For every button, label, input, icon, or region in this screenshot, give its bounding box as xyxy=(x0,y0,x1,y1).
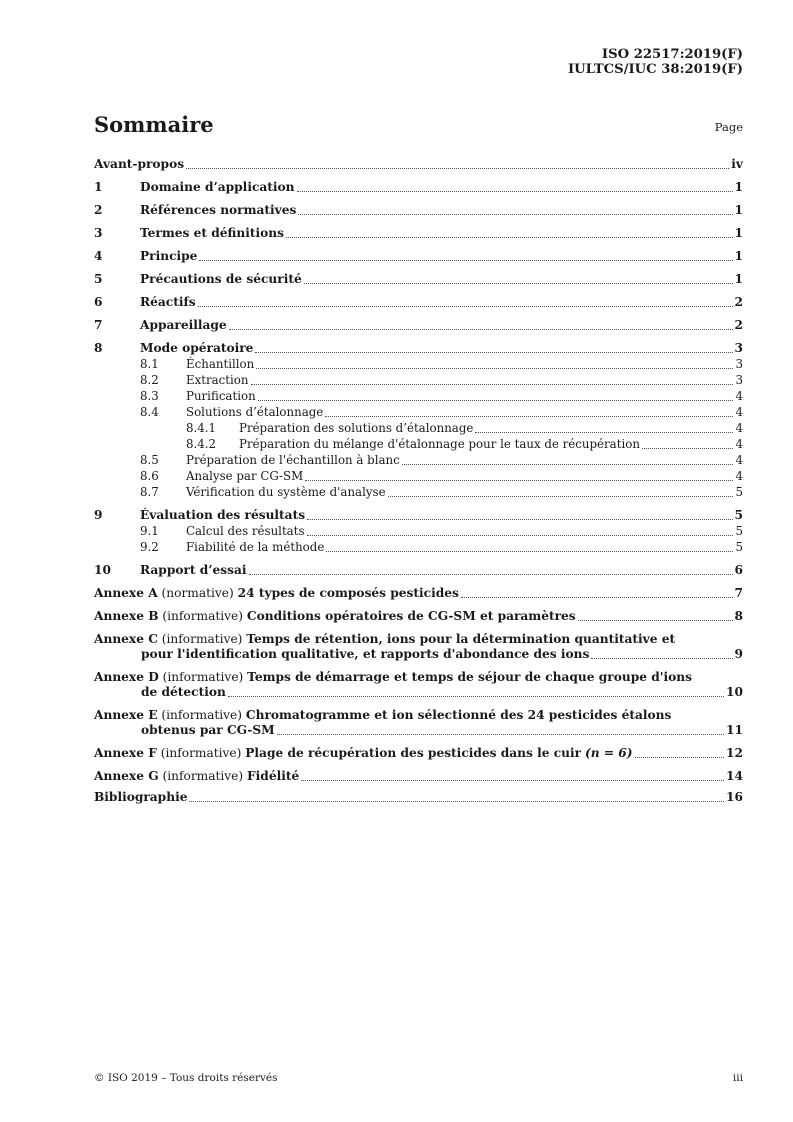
dot-leader xyxy=(307,535,734,536)
dot-leader xyxy=(229,329,733,330)
toc-entry-8-6[interactable] xyxy=(94,469,743,484)
annex-title: Plage de récupération des pesticides dans le cuir xyxy=(245,746,582,760)
dot-leader xyxy=(307,519,732,520)
toc-page: 5 xyxy=(735,524,743,538)
annex-type: (informative) xyxy=(160,746,242,760)
annex-prefix: Annexe D xyxy=(94,670,159,684)
toc-number: 9 xyxy=(94,508,103,522)
toc-number: 9.2 xyxy=(140,540,159,554)
toc-entry-8-5[interactable] xyxy=(94,453,743,468)
toc-page: 10 xyxy=(726,685,743,699)
toc-page: 12 xyxy=(726,746,743,760)
dot-leader xyxy=(591,658,732,659)
standard-number-iultcs: IULTCS/IUC 38:2019(F) xyxy=(567,62,743,77)
toc-page: 4 xyxy=(735,421,743,435)
annex-prefix: Annexe C xyxy=(94,632,158,646)
toc-label: Principe xyxy=(140,249,198,263)
annex-type: (informative) xyxy=(162,609,244,623)
dot-leader xyxy=(326,551,733,552)
dot-leader xyxy=(388,496,734,497)
copyright-notice: © ISO 2019 – Tous droits réservés xyxy=(94,1072,278,1084)
dot-leader xyxy=(475,432,733,433)
toc-number: 8.6 xyxy=(140,469,159,483)
toc-number: 8.2 xyxy=(140,373,159,387)
toc-page: 6 xyxy=(734,563,743,577)
toc-page: 1 xyxy=(734,203,743,217)
annex-title: Fidélité xyxy=(247,769,300,783)
toc-label: Purification xyxy=(186,389,256,403)
toc-label xyxy=(94,586,459,601)
toc-number: 4 xyxy=(94,249,103,263)
annex-prefix: Annexe A xyxy=(94,586,158,600)
toc-label: Précautions de sécurité xyxy=(140,272,302,286)
toc-number: 8.3 xyxy=(140,389,159,403)
dot-leader xyxy=(325,416,733,417)
dot-leader xyxy=(198,306,733,307)
toc-label: Préparation des solutions d’étalonnage xyxy=(239,421,474,435)
toc-label: Analyse par CG-SM xyxy=(186,469,304,483)
dot-leader xyxy=(258,400,734,401)
toc-label xyxy=(94,609,576,624)
toc-label: Solutions d’étalonnage xyxy=(186,405,324,419)
toc-entry-9-2[interactable] xyxy=(94,540,743,555)
dot-leader xyxy=(578,620,733,621)
dot-leader xyxy=(255,352,732,353)
toc-page: 4 xyxy=(735,437,743,451)
toc-number: 8.4 xyxy=(140,405,159,419)
annex-prefix: Annexe B xyxy=(94,609,159,623)
dot-leader xyxy=(277,734,724,735)
toc-entry-9-1[interactable] xyxy=(94,524,743,539)
annex-title-cont: obtenus par CG-SM xyxy=(141,723,275,737)
table-of-contents xyxy=(94,157,743,805)
toc-page: 4 xyxy=(735,453,743,467)
toc-label: Références normatives xyxy=(140,203,297,217)
dot-leader xyxy=(286,237,733,238)
toc-entry-1[interactable] xyxy=(94,180,743,195)
toc-entry-4[interactable] xyxy=(94,249,743,264)
toc-label: Préparation du mélange d'étalonnage pour le taux de récupération xyxy=(239,437,640,451)
annex-type: (informative) xyxy=(161,708,243,722)
toc-entry-annex-e[interactable] xyxy=(94,708,743,738)
toc-label xyxy=(94,769,299,784)
annex-type: (informative) xyxy=(161,632,243,646)
dot-leader xyxy=(642,448,734,449)
toc-entry-6[interactable] xyxy=(94,295,743,310)
annex-prefix: Annexe G xyxy=(94,769,159,783)
dot-leader xyxy=(304,283,733,284)
toc-number: 8.1 xyxy=(140,357,159,371)
toc-page: 14 xyxy=(726,769,743,783)
toc-number: 8.5 xyxy=(140,453,159,467)
toc-number: 10 xyxy=(94,563,111,577)
page-title: Sommaire xyxy=(94,112,214,137)
toc-entry-2[interactable] xyxy=(94,203,743,218)
annex-title-italic: (n = 6) xyxy=(584,746,633,760)
toc-entry-7[interactable] xyxy=(94,318,743,333)
toc-page: 16 xyxy=(726,790,743,804)
toc-page: 5 xyxy=(734,508,743,522)
toc-page: 1 xyxy=(734,226,743,240)
annex-title: Temps de rétention, ions pour la détermination quantitative et xyxy=(246,632,676,646)
annex-prefix: Annexe F xyxy=(94,746,157,760)
annex-line-2 xyxy=(94,723,743,738)
title-row xyxy=(94,112,743,142)
toc-page: iv xyxy=(731,157,743,171)
toc-label: Échantillon xyxy=(186,357,255,371)
dot-leader xyxy=(297,191,733,192)
toc-number: 7 xyxy=(94,318,103,332)
toc-label: Rapport d’essai xyxy=(140,563,247,577)
annex-title-cont: de détection xyxy=(141,685,226,699)
toc-number: 8 xyxy=(94,341,103,355)
toc-label xyxy=(94,746,633,761)
toc-label: Préparation de l'échantillon à blanc xyxy=(186,453,400,467)
dot-leader xyxy=(199,260,732,261)
toc-label: Fiabilité de la méthode xyxy=(186,540,325,554)
toc-page: 2 xyxy=(734,295,743,309)
toc-number: 3 xyxy=(94,226,103,240)
toc-page: 2 xyxy=(734,318,743,332)
toc-entry-annex-a[interactable] xyxy=(94,586,743,601)
toc-page: 8 xyxy=(734,609,743,623)
toc-page: 3 xyxy=(734,341,743,355)
toc-label: Évaluation des résultats xyxy=(140,508,306,522)
dot-leader xyxy=(301,780,724,781)
standard-number: ISO 22517:2019(F) xyxy=(601,47,743,62)
toc-entry-9[interactable] xyxy=(94,508,743,523)
annex-title: 24 types de composés pesticides xyxy=(237,586,459,600)
toc-number: 8.7 xyxy=(140,485,159,499)
toc-number: 1 xyxy=(94,180,103,194)
toc-page: 4 xyxy=(735,389,743,403)
toc-label: Mode opératoire xyxy=(140,341,254,355)
dot-leader xyxy=(635,757,724,758)
toc-page: 1 xyxy=(734,272,743,286)
toc-label: Termes et définitions xyxy=(140,226,284,240)
toc-page: 1 xyxy=(734,180,743,194)
toc-entry-bibliographie[interactable] xyxy=(94,790,743,805)
toc-number: 6 xyxy=(94,295,103,309)
toc-page: 4 xyxy=(735,469,743,483)
annex-title: Temps de démarrage et temps de séjour de chaque groupe d'ions xyxy=(247,670,692,684)
toc-label: Domaine d’application xyxy=(140,180,295,194)
dot-leader xyxy=(461,597,733,598)
toc-label: Appareillage xyxy=(140,318,227,332)
dot-leader xyxy=(305,480,733,481)
toc-page: 5 xyxy=(735,540,743,554)
annex-title: Chromatogramme et ion sélectionné des 24 pesticides étalons xyxy=(245,708,672,722)
dot-leader xyxy=(251,384,734,385)
dot-leader xyxy=(228,696,724,697)
toc-entry-8[interactable] xyxy=(94,341,743,356)
toc-page: 9 xyxy=(734,647,743,661)
annex-line-2 xyxy=(94,685,743,700)
toc-page: 1 xyxy=(734,249,743,263)
toc-page: 4 xyxy=(735,405,743,419)
toc-page: 5 xyxy=(735,485,743,499)
toc-entry-3[interactable] xyxy=(94,226,743,241)
toc-entry-8-2[interactable] xyxy=(94,373,743,388)
annex-type: (informative) xyxy=(162,769,244,783)
toc-entry-5[interactable] xyxy=(94,272,743,287)
toc-entry-annex-d[interactable] xyxy=(94,670,743,700)
document-header xyxy=(568,47,743,77)
dot-leader xyxy=(298,214,732,215)
annex-line-2 xyxy=(94,647,743,662)
annex-line-1 xyxy=(94,632,743,647)
toc-entry-8-4-2[interactable] xyxy=(94,437,743,452)
toc-entry-annex-b[interactable] xyxy=(94,609,743,624)
toc-number: 9.1 xyxy=(140,524,159,538)
toc-page: 3 xyxy=(735,357,743,371)
toc-entry-8-7[interactable] xyxy=(94,485,743,500)
annex-type: (normative) xyxy=(161,586,234,600)
toc-entry-8-4[interactable] xyxy=(94,405,743,420)
toc-label: Extraction xyxy=(186,373,249,387)
toc-number: 8.4.2 xyxy=(186,437,217,451)
toc-page: 3 xyxy=(735,373,743,387)
toc-entry-8-4-1[interactable] xyxy=(94,421,743,436)
toc-number: 2 xyxy=(94,203,103,217)
dot-leader xyxy=(186,168,729,169)
annex-line-1 xyxy=(94,670,743,685)
dot-leader xyxy=(256,368,733,369)
toc-entry-10[interactable] xyxy=(94,563,743,578)
annex-line-1 xyxy=(94,708,743,723)
toc-number: 5 xyxy=(94,272,103,286)
toc-page: 11 xyxy=(726,723,743,737)
toc-label: Avant-propos xyxy=(94,157,185,171)
annex-type: (informative) xyxy=(162,670,244,684)
toc-label: Calcul des résultats xyxy=(186,524,305,538)
toc-entry-annex-f[interactable] xyxy=(94,746,743,761)
annex-title-cont: pour l'identification qualitative, et rapports d'abondance des ions xyxy=(141,647,590,661)
toc-label: Bibliographie xyxy=(94,790,188,804)
annex-title: Conditions opératoires de CG-SM et paramètres xyxy=(246,609,576,623)
toc-page: 7 xyxy=(734,586,743,600)
toc-entry-avant-propos[interactable] xyxy=(94,157,743,172)
toc-label: Vérification du système d'analyse xyxy=(186,485,386,499)
toc-entry-8-3[interactable] xyxy=(94,389,743,404)
toc-entry-8-1[interactable] xyxy=(94,357,743,372)
toc-entry-annex-g[interactable] xyxy=(94,769,743,784)
dot-leader xyxy=(189,801,724,802)
toc-number: 8.4.1 xyxy=(186,421,217,435)
dot-leader xyxy=(402,464,734,465)
toc-label: Réactifs xyxy=(140,295,196,309)
annex-prefix: Annexe E xyxy=(94,708,158,722)
page-number: iii xyxy=(732,1072,743,1084)
toc-entry-annex-c[interactable] xyxy=(94,632,743,662)
dot-leader xyxy=(249,574,733,575)
page-column-label: Page xyxy=(714,120,743,134)
